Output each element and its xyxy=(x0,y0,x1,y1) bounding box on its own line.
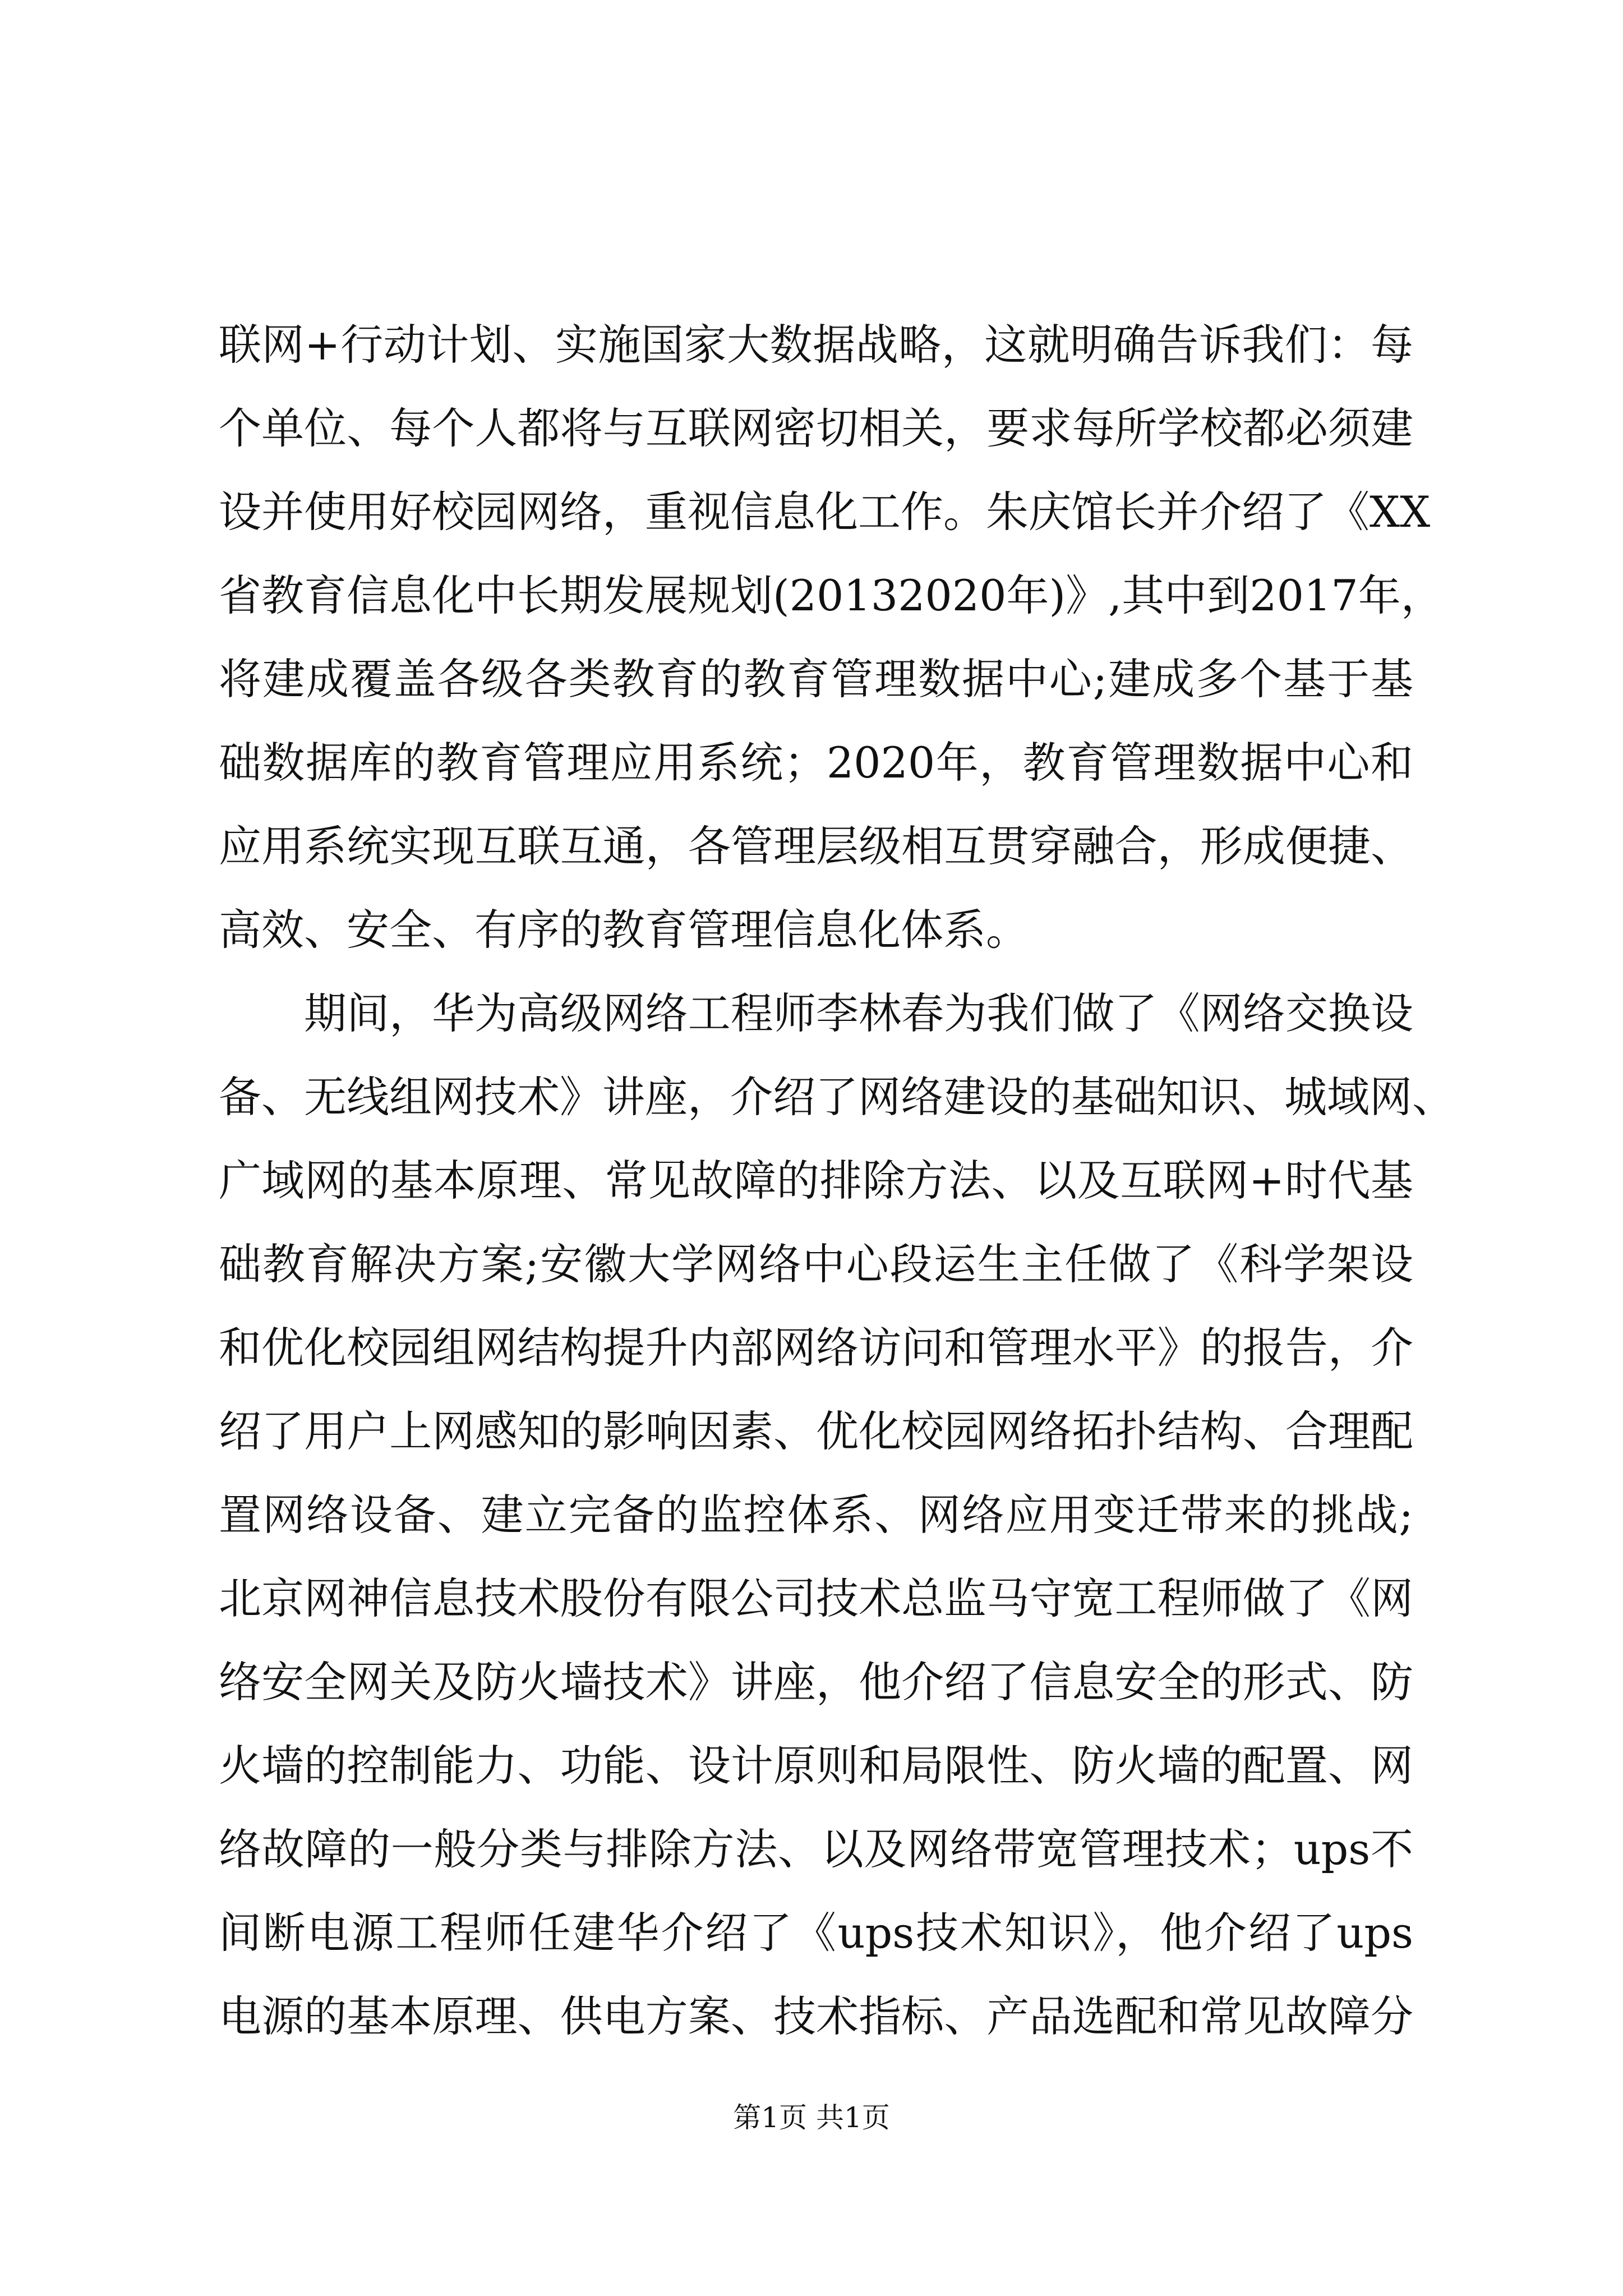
paragraph-1 xyxy=(219,303,1444,972)
text-line: 期间，华为高级网络工程师李林春为我们做了《网络交换设 xyxy=(304,988,1413,1038)
text-line: 省教育信息化中长期发展规划(20132020年)》,其中到2017年， xyxy=(219,570,1444,620)
text-line: 络安全网关及防火墙技术》讲座，他介绍了信息安全的形式、防 xyxy=(219,1657,1413,1707)
text-line: 电源的基本原理、供电方案、技术指标、产品选配和常见故障分 xyxy=(219,1991,1413,2041)
text-line: 络故障的一般分类与排除方法、以及网络带宽管理技术；ups不 xyxy=(219,1824,1413,1874)
text-line: 设并使用好校园网络，重视信息化工作。朱庆馆长并介绍了《XX xyxy=(219,487,1431,537)
text-line: 间断电源工程师任建华介绍了《ups技术知识》，他介绍了ups xyxy=(219,1908,1413,1958)
document-body xyxy=(219,303,1455,2058)
text-line: 础教育解决方案;安徽大学网络中心段运生主任做了《科学架设 xyxy=(219,1239,1413,1289)
page-footer xyxy=(0,2101,1623,2134)
text-line: 和优化校园组网结构提升内部网络访问和管理水平》的报告，介 xyxy=(219,1323,1413,1373)
text-line: 高效、安全、有序的教育管理信息化体系。 xyxy=(219,905,1029,955)
text-line: 置网络设备、建立完备的监控体系、网络应用变迁带来的挑战; xyxy=(219,1490,1413,1540)
text-line: 个单位、每个人都将与互联网密切相关，要求每所学校都必须建 xyxy=(219,403,1413,453)
text-line: 广域网的基本原理、常见故障的排除方法、以及互联网+时代基 xyxy=(219,1156,1413,1205)
text-line: 应用系统实现互联互通，各管理层级相互贯穿融合，形成便捷、 xyxy=(219,821,1413,871)
page-number-label: 第1页 共1页 xyxy=(733,2101,890,2134)
text-line: 备、无线组网技术》讲座，介绍了网络建设的基础知识、城域网、 xyxy=(219,1072,1455,1122)
text-line: 绍了用户上网感知的影响因素、优化校园网络拓扑结构、合理配 xyxy=(219,1406,1413,1456)
text-line: 联网+行动计划、实施国家大数据战略，这就明确告诉我们：每 xyxy=(219,320,1413,370)
text-line: 北京网神信息技术股份有限公司技术总监马守宽工程师做了《网 xyxy=(219,1573,1413,1623)
text-line: 火墙的控制能力、功能、设计原则和局限性、防火墙的配置、网 xyxy=(219,1741,1413,1791)
paragraph-2 xyxy=(219,972,1455,2058)
text-line: 将建成覆盖各级各类教育的教育管理数据中心;建成多个基于基 xyxy=(219,654,1413,704)
text-line: 础数据库的教育管理应用系统；2020年，教育管理数据中心和 xyxy=(219,738,1413,788)
